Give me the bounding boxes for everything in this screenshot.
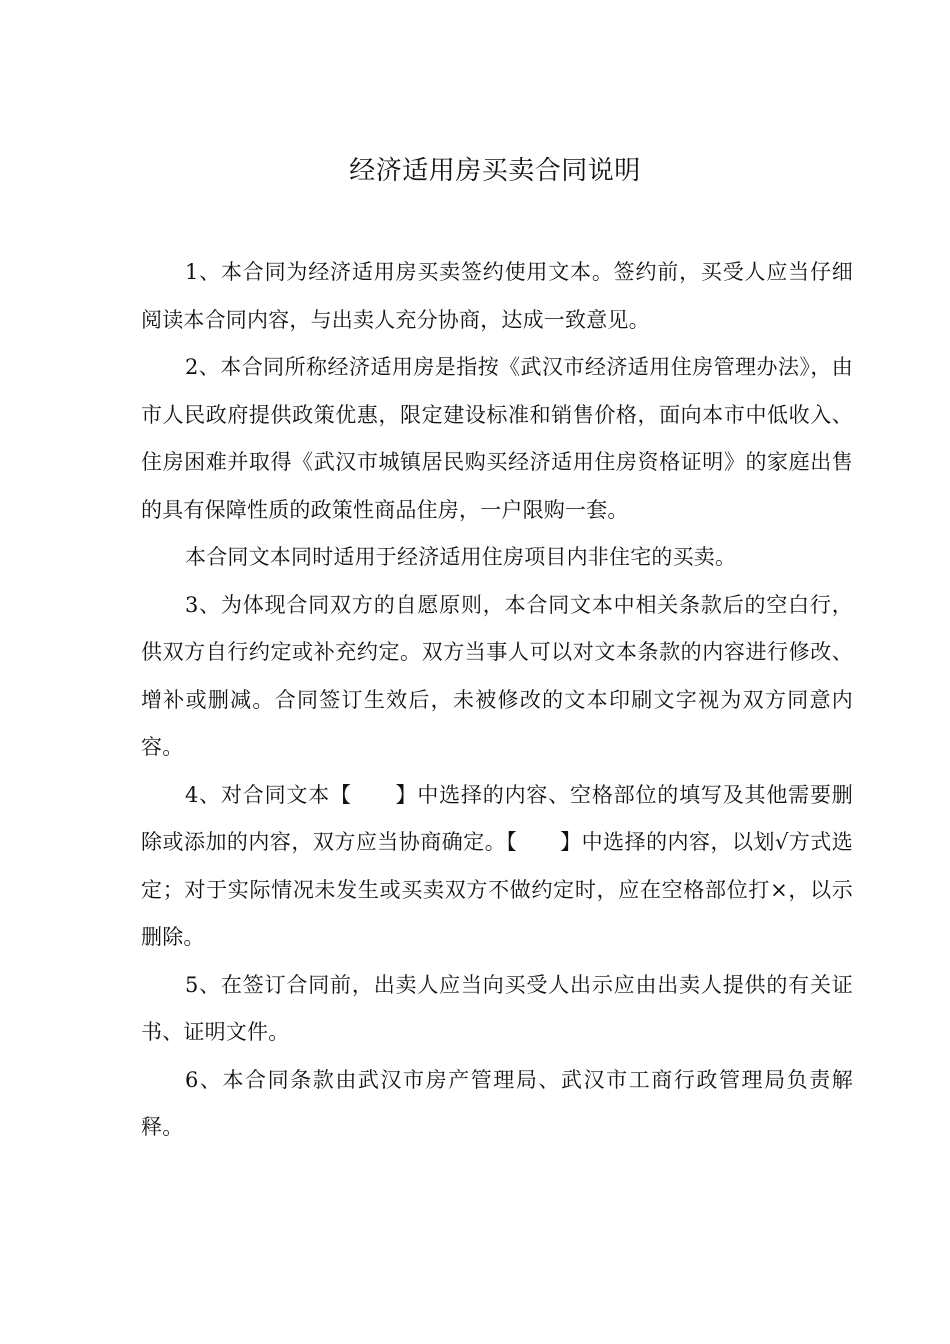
paragraph-6: 6、本合同条款由武汉市房产管理局、武汉市工商行政管理局负责解释。 — [141, 1067, 853, 1139]
paragraph-4: 4、对合同文本【 】中选择的内容、空格部位的填写及其他需要删除或添加的内容，双方应当协商确定。【 】中选择的内容，以划√方式选定；对于实际情况未发生或买卖双方不做约定时，应在空格部位打×，以示删除。 — [141, 782, 853, 949]
document-title: 经济适用房买卖合同说明 — [349, 156, 641, 186]
paragraph-5: 5、在签订合同前，出卖人应当向买受人出示应由出卖人提供的有关证书、证明文件。 — [141, 972, 853, 1044]
document-body — [141, 249, 853, 1152]
paragraph-2: 2、本合同所称经济适用房是指按《武汉市经济适用住房管理办法》，由市人民政府提供政策优惠，限定建设标准和销售价格，面向本市中低收入、住房困难并取得《武汉市城镇居民购买经济适用住房资格证明》的家庭出售的具有保障性质的政策性商品住房，一户限购一套。 — [141, 355, 853, 522]
paragraph-3: 3、为体现合同双方的自愿原则，本合同文本中相关条款后的空白行，供双方自行约定或补充约定。双方当事人可以对文本条款的内容进行修改、增补或删减。合同签订生效后，未被修改的文本印刷文字视为双方同意内容。 — [141, 592, 853, 759]
paragraph-2-note: 本合同文本同时适用于经济适用住房项目内非住宅的买卖。 — [185, 545, 737, 569]
paragraph-1: 1、本合同为经济适用房买卖签约使用文本。签约前，买受人应当仔细阅读本合同内容，与出卖人充分协商，达成一致意见。 — [141, 260, 853, 332]
